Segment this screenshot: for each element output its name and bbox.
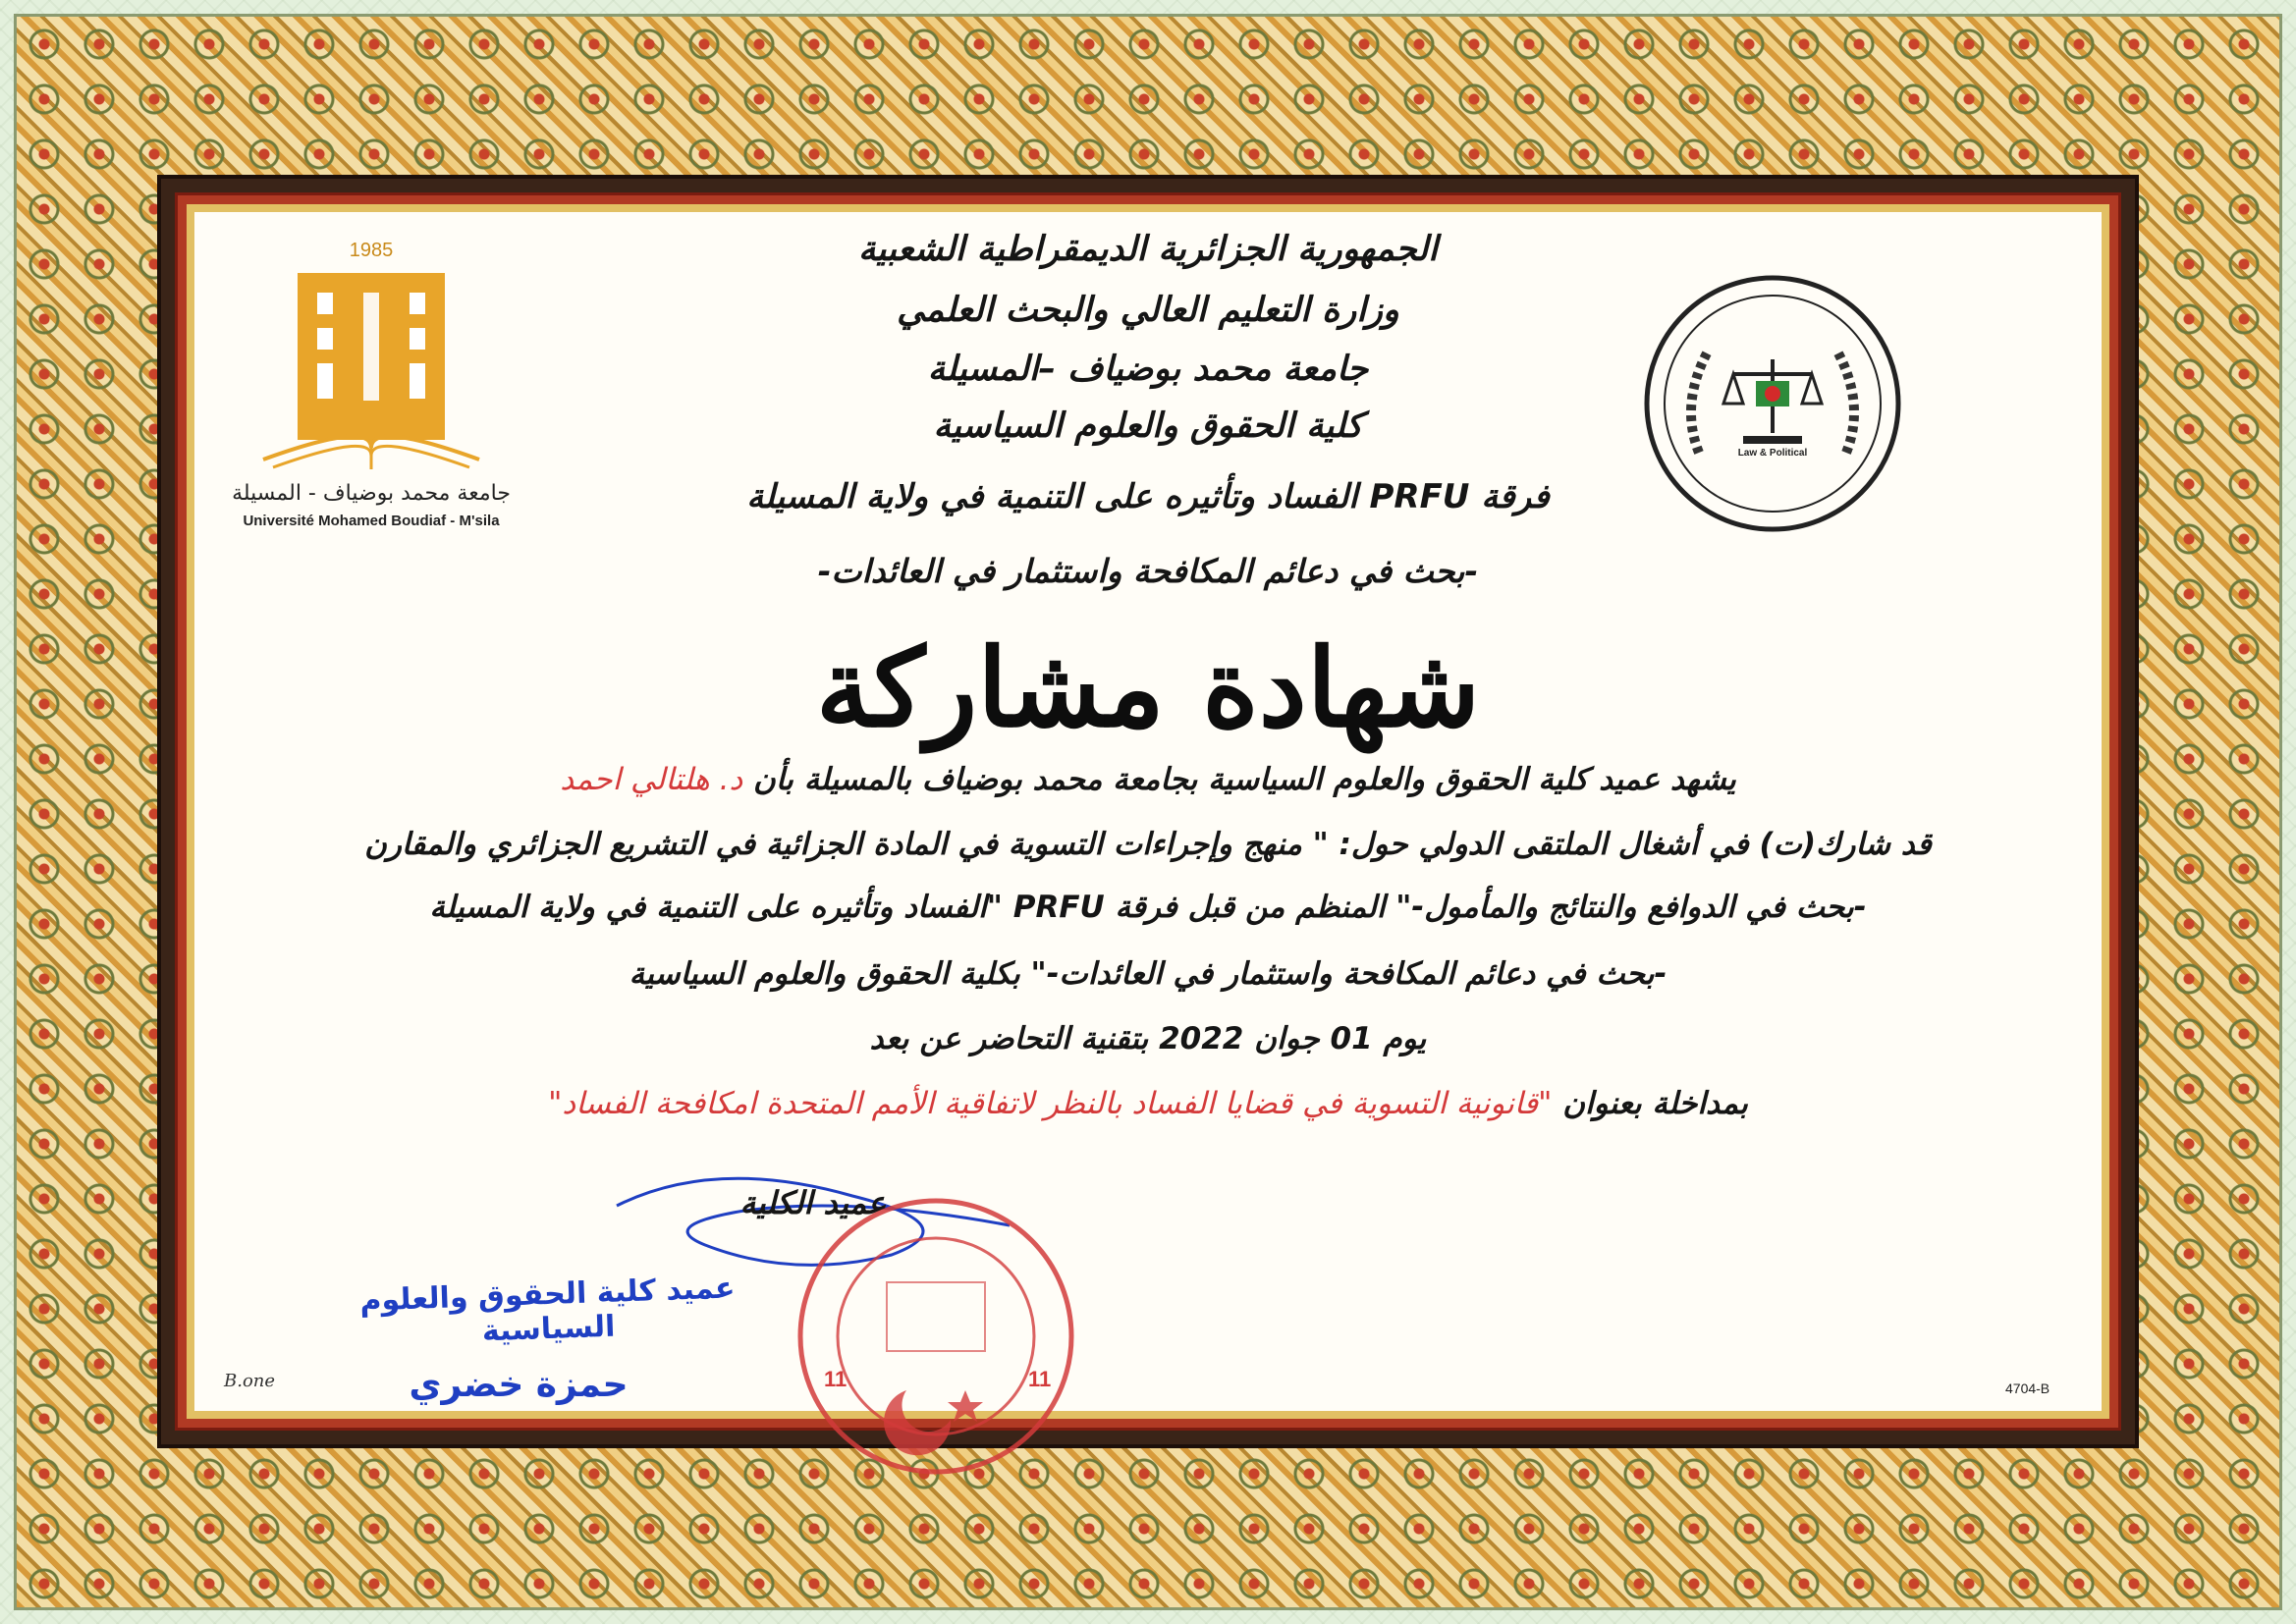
header-line-2: وزارة التعليم العالي والبحث العلمي <box>897 291 1399 330</box>
stamp-numbers <box>779 1194 1093 1479</box>
university-name-arabic: جامعة محمد بوضياف - المسيلة <box>232 481 511 506</box>
university-name-french: Université Mohamed Boudiaf - M'sila <box>243 513 500 529</box>
header-line-5: فرقة PRFU الفساد وتأثيره على التنمية في ولاية المسيلة <box>746 477 1550 516</box>
header-line-1: الجمهورية الجزائرية الديمقراطية الشعبية <box>857 230 1438 269</box>
printer-brand: B.one <box>224 1371 276 1391</box>
dean-name: حمزة خضري <box>409 1365 629 1405</box>
serial-code: 4704-B <box>2005 1380 2050 1396</box>
talk-title: "قانونية التسوية في قضايا الفساد بالنظر لاتفاقية الأمم المتحدة امكافحة الفساد" <box>548 1086 1553 1121</box>
body-line-6 <box>194 1086 2102 1121</box>
dean-title: عميد الكلية <box>739 1184 887 1221</box>
logo-year: 1985 <box>349 240 394 261</box>
stamp-number-left: 11 <box>824 1367 847 1391</box>
participant-name: د. هلتالي احمد <box>560 762 743 797</box>
stamp-number-right: 11 <box>1028 1367 1052 1391</box>
seal-caption: Law & Political <box>1737 448 1808 459</box>
body-line-3: -بحث في الدوافع والنتائج والمأمول-" المنظم من قبل فرقة PRFU "الفساد وتأثيره على التنمية في ولاية المسيلة <box>429 890 1867 925</box>
body-line-4: -بحث في دعائم المكافحة واستثمار في العائدات-" بكلية الحقوق والعلوم السياسية <box>629 956 1667 992</box>
body-line-5: يوم 01 جوان 2022 بتقنية التحاضر عن بعد <box>869 1021 1427 1056</box>
certificate-title: شهادة مشاركة <box>815 624 1481 751</box>
body-line-2: قد شارك(ت) في أشغال الملتقى الدولي حول: " منهج وإجراءات التسوية في المادة الجزائية في التشريع الجزائري والمقارن <box>364 827 1932 862</box>
header-line-3: جامعة محمد بوضياف –المسيلة <box>927 350 1369 389</box>
body-line-6-text: بمداخلة بعنوان <box>1562 1086 1748 1121</box>
body-line-1-text: يشهد عميد كلية الحقوق والعلوم السياسية بجامعة محمد بوضياف بالمسيلة بأن <box>742 762 1736 797</box>
certificate-content <box>194 212 2102 1411</box>
body-line-1 <box>194 762 2102 797</box>
header-line-4: كلية الحقوق والعلوم السياسية <box>933 406 1363 446</box>
header-line-6: -بحث في دعائم المكافحة واستثمار في العائدات- <box>817 552 1479 590</box>
dean-role: عميد كلية الحقوق والعلوم السياسية <box>358 1271 736 1349</box>
